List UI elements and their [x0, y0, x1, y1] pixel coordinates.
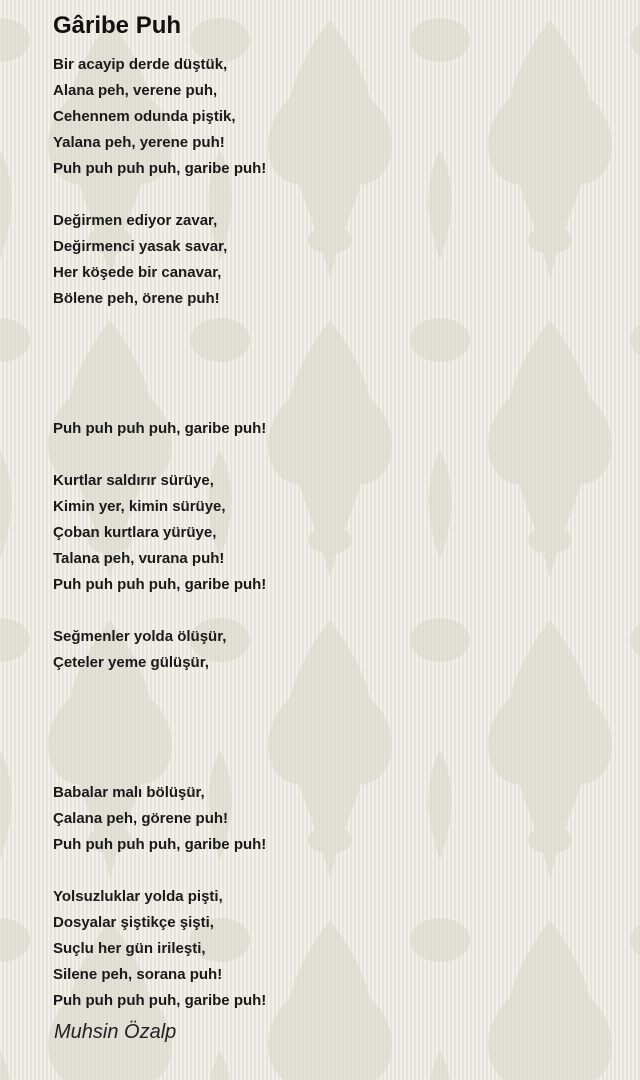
poem-line: Seğmenler yolda ölüşür, — [53, 628, 227, 645]
poem-line: Yolsuzluklar yolda pişti, — [53, 888, 223, 905]
poem-line: Puh puh puh puh, garibe puh! — [53, 992, 267, 1009]
stanza — [53, 624, 613, 676]
poem-line: Kimin yer, kimin sürüye, — [53, 498, 226, 515]
stanza-gap — [53, 754, 613, 780]
poem-line: Suçlu her gün irileşti, — [53, 940, 206, 957]
poem-line: Puh puh puh puh, garibe puh! — [53, 836, 267, 853]
poem-line: Çeteler yeme gülüşür, — [53, 654, 209, 671]
poem-line: Alana peh, verene puh, — [53, 82, 218, 99]
poem-line: Yalana peh, yerene puh! — [53, 134, 225, 151]
poem-line: Bölene peh, örene puh! — [53, 290, 220, 307]
stanza-gap — [53, 442, 613, 468]
poem-line: Değirmenci yasak savar, — [53, 238, 228, 255]
poem-line: Silene peh, sorana puh! — [53, 966, 223, 983]
poem-line: Cehennem odunda piştik, — [53, 108, 236, 125]
poem-title: Gâribe Puh — [53, 12, 182, 39]
stanza — [53, 780, 613, 858]
stanza — [53, 52, 613, 182]
poem-line: Puh puh puh puh, garibe puh! — [53, 420, 267, 437]
poem-line: Puh puh puh puh, garibe puh! — [53, 576, 267, 593]
poem-line: Dosyalar şiştikçe şişti, — [53, 914, 214, 931]
stanza-gap — [53, 676, 613, 754]
stanza-gap — [53, 312, 613, 390]
poem-line: Talana peh, vurana puh! — [53, 550, 225, 567]
stanza — [53, 884, 613, 1014]
stanza-gap — [53, 182, 613, 208]
poem-body — [53, 52, 613, 1014]
poem-line: Çalana peh, görene puh! — [53, 810, 229, 827]
stanza-gap — [53, 858, 613, 884]
poem-line: Kurtlar saldırır sürüye, — [53, 472, 214, 489]
stanza — [53, 208, 613, 312]
stanza — [53, 416, 613, 442]
stanza-gap — [53, 598, 613, 624]
poem-line: Bir acayip derde düştük, — [53, 56, 228, 73]
poem-line: Çoban kurtlara yürüye, — [53, 524, 217, 541]
poem-line: Her köşede bir canavar, — [53, 264, 222, 281]
poem-line: Puh puh puh puh, garibe puh! — [53, 160, 267, 177]
poem-line: Babalar malı bölüşür, — [53, 784, 205, 801]
stanza-gap — [53, 390, 613, 416]
poem-line: Değirmen ediyor zavar, — [53, 212, 218, 229]
poem-author: Muhsin Özalp — [54, 1021, 177, 1043]
stanza — [53, 468, 613, 598]
